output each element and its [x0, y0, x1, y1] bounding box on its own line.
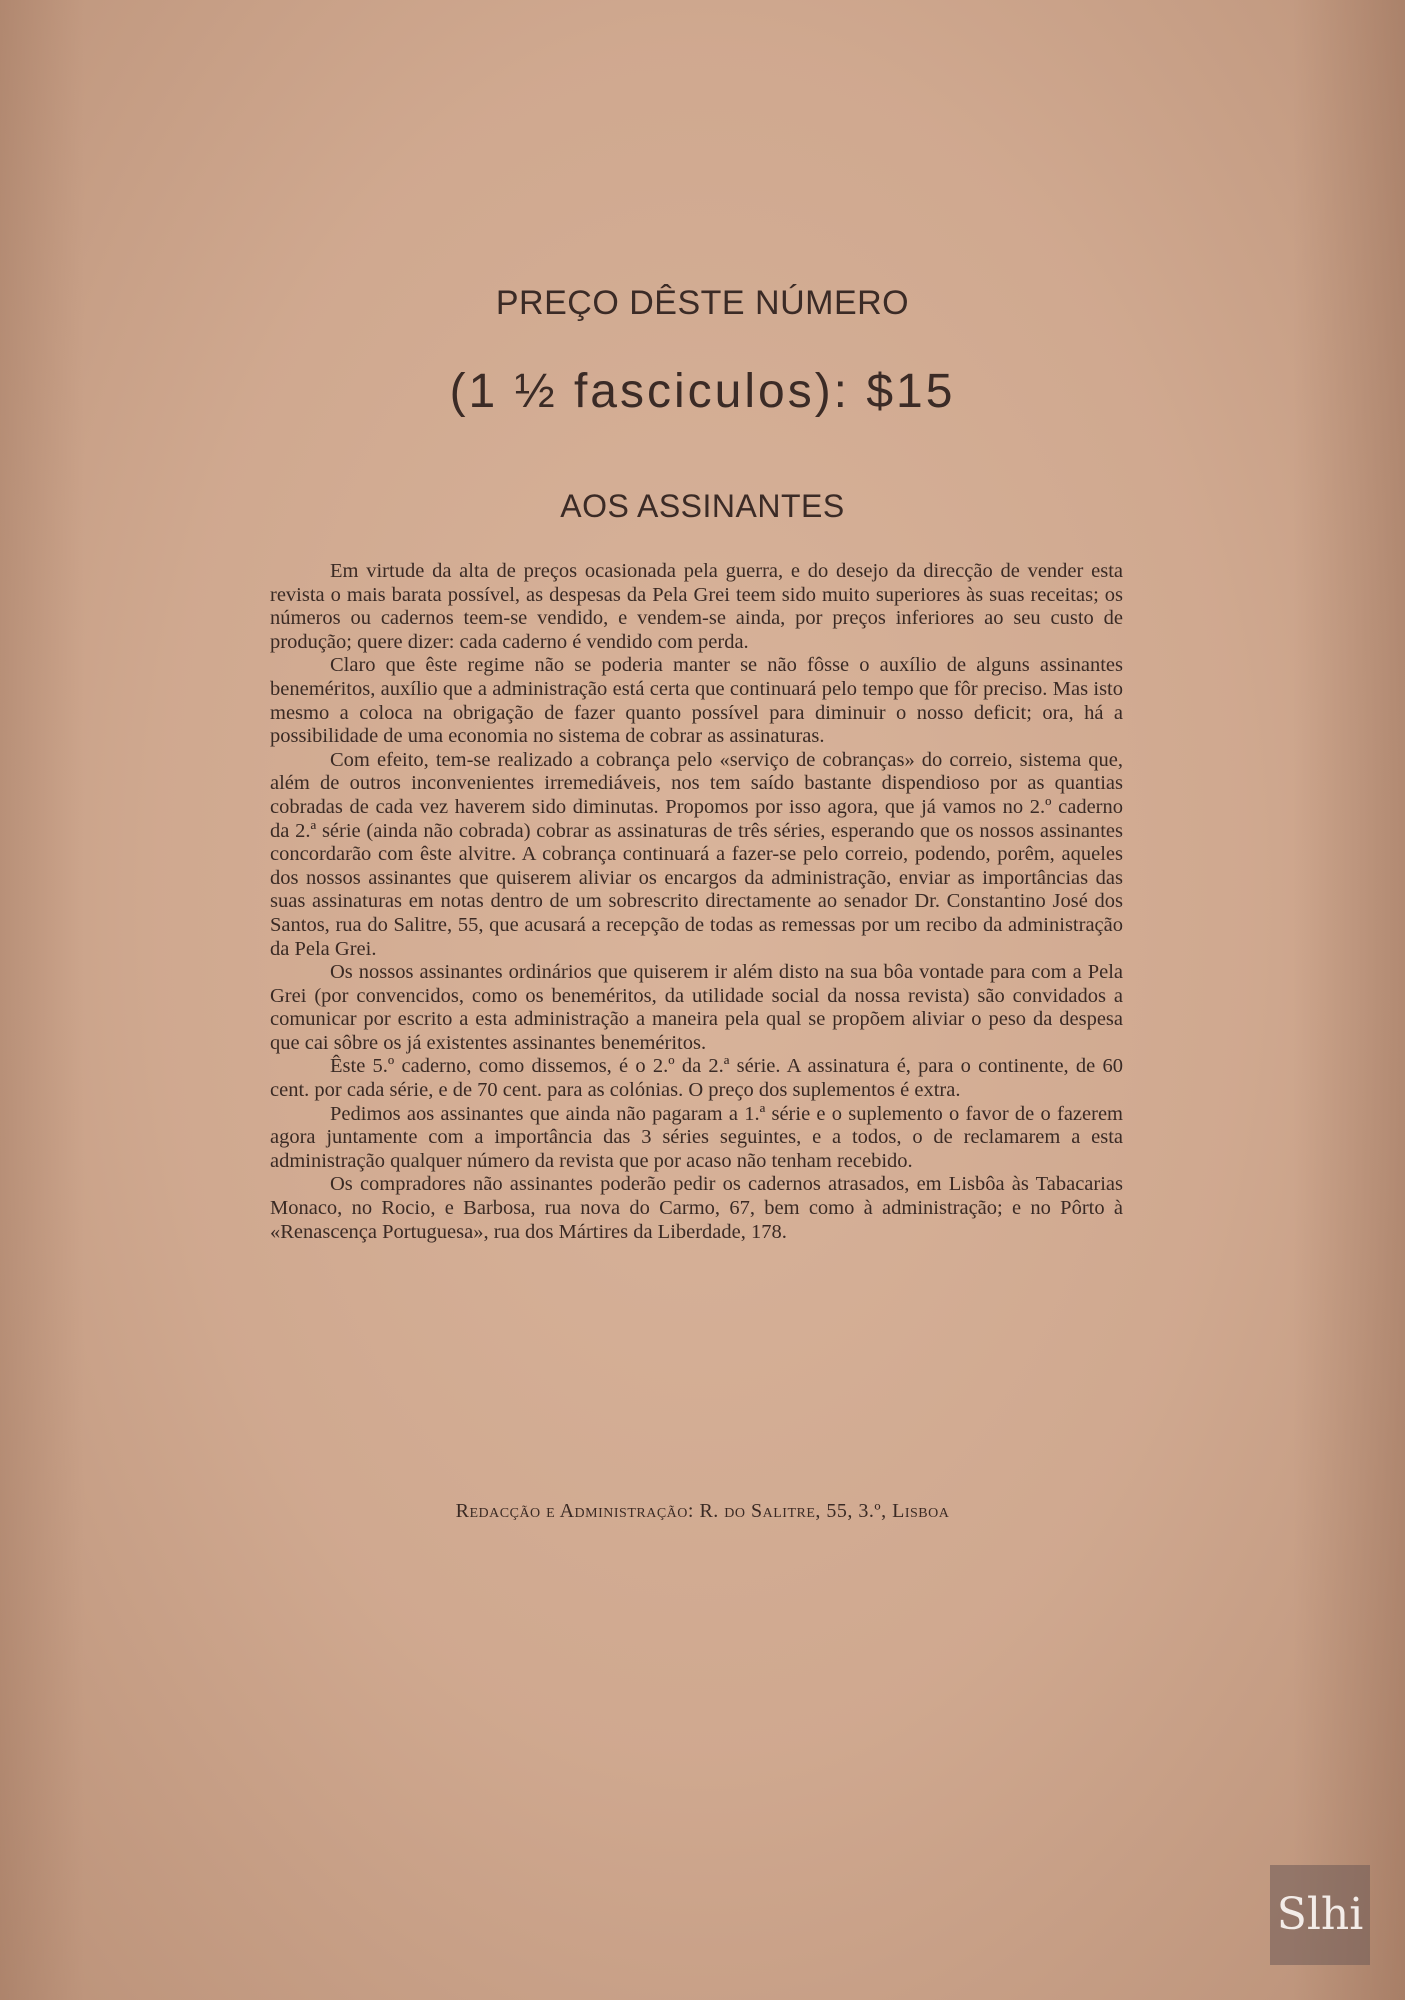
paragraph: Êste 5.º caderno, como dissemos, é o 2.º da 2.ª série. A assinatura é, para o continente, de 60 cent. por cada série, e de 70 cent. para as colónias. O preço dos suplementos é extra.: [270, 1055, 1123, 1102]
price-heading: PREÇO DÊSTE NÚMERO: [495, 284, 910, 322]
paragraph: Pedimos aos assinantes que ainda não pagaram a 1.ª série e o suplemento o favor de o fazerem agora juntamente com a importância das 3 séries seguintes, e a todos, o de reclamarem a esta administração qualquer número da revista que por acaso não tenham recebido.: [270, 1102, 1123, 1172]
notice-body: [270, 560, 1123, 1244]
paragraph: Os nossos assinantes ordinários que quiserem ir além disto na sua bôa vontade para com a Pela Grei (por convencidos, como os beneméritos, da utilidade social da nossa revista) são convidados a comunicar por escrito a esta administração a maneira pela qual se propõem aliviar o peso da despesa que cai sôbre os já existentes assinantes beneméritos.: [270, 961, 1123, 1054]
paragraph: Os compradores não assinantes poderão pedir os cadernos atrasados, em Lisbôa às Tabacarias Monaco, no Rocio, e Barbosa, rua nova do Carmo, 67, bem como à administração; e no Pôrto à «Renascença Portuguesa», rua dos Mártires da Liberdade, 178.: [270, 1173, 1123, 1243]
footer-address: Redacção e Administração: R. do Salitre, 55, 3.º, Lisboa: [455, 1500, 950, 1522]
archive-logo: Slhi: [1270, 1865, 1370, 1965]
section-title: AOS ASSINANTES: [560, 488, 845, 524]
paragraph: Em virtude da alta de preços ocasionada pela guerra, e do desejo da direcção de vender esta revista o mais barata possível, as despesas da Pela Grei teem sido muito superiores às suas receitas; os números ou cadernos teem-se vendido, e vendem-se ainda, por preços inferiores ao seu custo de produção; quere dizer: cada caderno é vendido com perda.: [270, 560, 1123, 653]
paragraph: Com efeito, tem-se realizado a cobrança pelo «serviço de cobranças» do correio, sistema que, além de outros inconvenientes irremediáveis, nos tem saído bastante dispendioso por as quantias cobradas de cada vez haverem sido diminutas. Propomos por isso agora, que já vamos no 2.º caderno da 2.ª série (ainda não cobrada) cobrar as assinaturas de três séries, esperando que os nossos assinantes concordarão com êste alvitre. A cobrança continuará a fazer-se pelo correio, podendo, porêm, aqueles dos nossos assinantes que quiserem aliviar os encargos da administração, enviar as importâncias das suas assinaturas em notas dentro de um sobrescrito directamente ao senador Dr. Constantino José dos Santos, rua do Salitre, 55, que acusará a recepção de todas as remessas por um recibo da administração da Pela Grei.: [270, 748, 1123, 960]
price-line: (1 ½ fasciculos): $15: [449, 365, 956, 418]
paragraph: Claro que êste regime não se poderia manter se não fôsse o auxílio de alguns assinantes beneméritos, auxílio que a administração está certa que continuará pelo tempo que fôr preciso. Mas isto mesmo a coloca na obrigação de fazer quanto possível para diminuir o nosso deficit; ora, há a possibilidade de uma economia no sistema de cobrar as assinaturas.: [270, 654, 1123, 748]
